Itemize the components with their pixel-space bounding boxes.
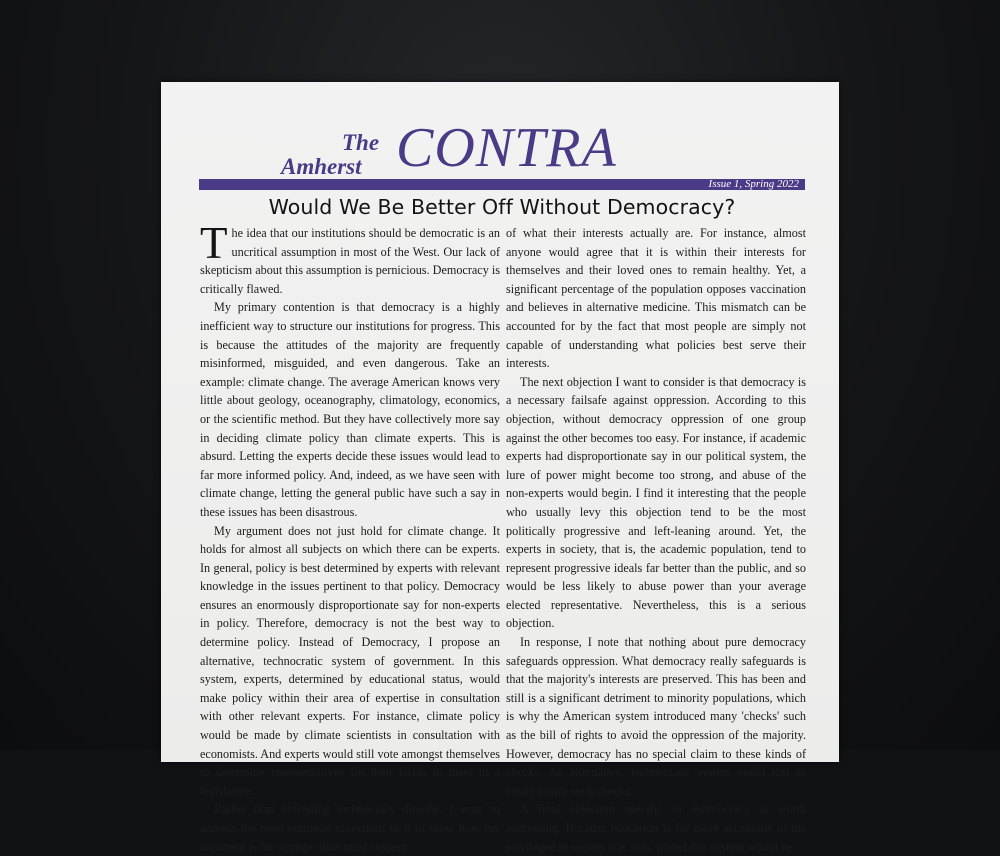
masthead-amherst: Amherst xyxy=(281,154,362,179)
article-paragraph: A final objection specific to technocracy is worth addressing. Because education is far more accessible to the privileged in society (i.e. rich, white) this system would be xyxy=(506,802,806,854)
article-paragraph xyxy=(200,218,500,298)
masthead xyxy=(281,117,801,182)
article-column-right xyxy=(506,224,806,856)
article-paragraph: Rather than defending technocracy directly, I want to address the most common objections to it to show how my argument is far stronger than most suspect. xyxy=(200,802,500,854)
drop-cap: T xyxy=(200,218,228,268)
issue-label: Issue 1, Spring 2022 xyxy=(708,178,799,190)
article-paragraph: My argument does not just hold for climate change. It holds for almost all subjects on which there can be experts. In general, policy is best determined by experts with relevant knowledge in the issues pertinent to that policy. Democracy ensures an enormously disproportionate say for non-experts in policy. Therefore, democracy is not the best way to determine policy. Instead of Democracy, I propose an alternative, technocratic system of government. In this system, experts, determined by educational status, would make policy within their area of expertise in consultation with other relevant experts. For instance, climate policy would be made by climate scientists in consultation with economists. And experts would still vote amongst themselves to determine representatives for their fields to meet in a legislature. xyxy=(200,523,500,798)
article-paragraph: The next objection I want to consider is that democracy is a necessary failsafe against oppression. According to this objection, without democracy oppression of one group against the other becomes too easy. For instance, if academic experts had disproportionate say in our political system, the lure of power might become too strong, and abuse of the non-experts would begin. I find it interesting that the people who usually levy this objection tend to be the most politically progressive and left-leaning around. Yet, the experts in society, that is, the academic population, tend to represent progressive ideals far better than the public, and so would be less likely to abuse power than your average elected representative. Nevertheless, this is a serious objection. xyxy=(506,374,806,631)
article-column-left xyxy=(200,218,500,856)
masthead-contra: CONTRA xyxy=(396,117,617,179)
article-paragraph: In response, I note that nothing about pure democracy safeguards oppression. What democracy really safeguards is that the majority's interests are preserved. This has been and still is a significant detriment to minority populations, which is why the American system introduced many 'checks' such as the bill of rights to avoid the oppression of the majority. However, democracy has no special claim to these kinds of checks. An alternative, technocratic system could just as easily utilize such checks. xyxy=(506,635,806,798)
paragraph-text: he idea that our institutions should be democratic is an uncritical assumption in most of the West. Our lack of skepticism about this assumption is pernicious. Democracy is critically flawed. xyxy=(200,226,500,296)
masthead-rule-bar xyxy=(199,179,805,190)
article-paragraph: of what their interests actually are. For instance, almost anyone would agree that it is within their interests for themselves and their loved ones to remain healthy. Yet, a significant percentage of the population opposes vaccination and believes in alternative medicine. This mismatch can be accounted for by the fact that most people are simply not capable of understanding what policies best serve their interests. xyxy=(506,226,806,371)
article-headline: Would We Be Better Off Without Democracy? xyxy=(268,195,736,219)
masthead-the: The xyxy=(342,130,380,155)
newspaper-page xyxy=(161,82,839,854)
article-paragraph: My primary contention is that democracy is a highly inefficient way to structure our institutions for progress. This is because the attitudes of the majority are frequently misinformed, misguided, and even dangerous. Take an example: climate change. The average American knows very little about geology, oceanography, climatology, economics, or the scientific method. But they have collectively more say in deciding climate policy than climate experts. This is absurd. Letting the experts decide these issues would lead to far more informed policy. And, indeed, as we have seen with climate change, letting the general public have such a say in these issues has been disastrous. xyxy=(200,300,500,519)
